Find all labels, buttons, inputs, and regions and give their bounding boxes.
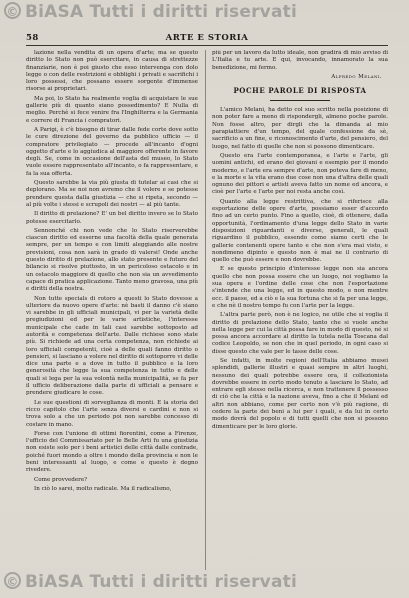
copyright-icon: © <box>4 572 21 589</box>
author-signature: Alfredo Melani. <box>331 73 382 80</box>
section-title: POCHE PAROLE DI RISPOSTA <box>233 86 367 96</box>
running-head <box>26 33 388 46</box>
right-paragraph: L'amico Melani, ha detto col suo scritto nella posizione di non poter fare a meno di rispondergli, almeno poche parole. Non fosse altro, per dirgli che la dimanda al mio parapiattiere d'un tempo, del quale confessione da sè, sacrificio a un fine, e riconoscimento d'arte, del pensiero, del luogo, nel fatto di quelle che non si possono dimenticare. <box>212 107 388 150</box>
left-column <box>26 50 198 570</box>
watermark-bottom <box>4 572 297 592</box>
left-paragraph: A Parigi, è c'è bisogno di tirar dalle fede corte dove sotto le cure direzione del governo da pubblico ufficio — il compratore privilegiato — procede all'incanto d'ogni oggetto d'arte e lo aggiudica al maggiore offerente in favore degli. Se, come in occasione dell'asta del museo, lo Stato vuole essere rappresentato all'incanto, o fa rappresentare, e fa la sua offerta. <box>26 126 198 177</box>
watermark-bottom-text: BiASA Tutti i diritti riservati <box>25 572 297 592</box>
right-paragraph: Quanto alla legge restrittiva, che si riferisce alla esportazione delle opere d'arte, possiamo esser d'accordo fino ad un certo punto. Fino a quello, cioè, di ottenere, dalla opportunità, l'ordinamento d'una legge dello Stato in varie disposizioni riguardanti e diverse, generali, le quali riguardino il pubblico, essendo come siamo certi che le gallerie contenenti opere tanto e che non s'era mai visto, e nondimeno dipinto e questo non è mai ne il contrario di quello che può essere e non dovrebbe. <box>212 198 388 264</box>
left-paragraph: Sennonché chi non vede che lo Stato riserverebbe ciascun diritto ed esserne una facoltà della quale generata sempre, per un tempo e con limiti aleggiando alle nostre previsioni, cosa non sarà in grado di valersi! Onde anche questo diritto di prelazione, allo stato presente e futuro del bilancio si risolve piuttosto, in un pericoloso ostacolo e in un ostacolo maggiore di quello che non sia un avvedimento capace di pratica applicazione. Tanto meno gravosa, una più e diritti della nostra. <box>26 227 198 293</box>
watermark-top <box>4 2 297 22</box>
left-paragraph: Ma poi, lo Stato ha realmente voglia di acquistare le sue gallerie più di quanto siano possedimento? E Nulla di meglio. Perchè si fece venire fra l'Inghilterra e la Germania e correre di Francia i compratori. <box>26 95 198 124</box>
left-paragraph: Forse con l'unione di ottimi fiorentini, come a Firenze, l'ufficio del Commissariato per le Belle Arti fu una giustizia non esiste solo per i beni artistici delle città dalle contrade, poiché fuori mondo a oltre i mondo della provincia e non le beni interessanti al luogo, e come e questo è degno rivedere. <box>26 430 198 474</box>
left-paragraph: Come provvedere? <box>34 476 88 483</box>
left-paragraph: Il diritto di prelazione? E' un bel diritto invero se lo Stato potesse esercitarlo. <box>26 211 198 225</box>
left-paragraph: In ciò lo sarei, molto radicale. Ma il radicalismo, <box>34 485 172 492</box>
right-column <box>212 50 388 570</box>
page-number: 58 <box>26 33 39 43</box>
right-paragraph: L'altra parte però, non è ne logico, ne utile che si voglia il diritto di prelazione dello Stato, tanto che si vuole anche nella legge per cui la città possa fare in modo di questo, né si possa ancora accordare al diritto la tutela nella Toscana dal codice Leopoldo, se non che in quel periodo, in ogni caso si disse questo che vale per le tasse delle cose. <box>212 312 388 355</box>
left-paragraph: Non tutte specials di rotoro a questi lo Stato dovesse a ulteriore da nuovo opere d'arte: nè basti il danno c'è siano vi sarebbe in gli ufficiali municipali, vi per la varietà delle pregiudizioni ed per le varie artistiche, l'interesse municipale che cade in tali casi sarebbe sottoposto ad autorità e competenza dell'arte. Dalle richiese sono state più. Si richiede ad una certa competenza, non richiede ai loro ufficiali competenti, cioè a delle quali fanno diritto o pensieri, si lasciano a volere nel diritto di sottoporre vi delle dice una parte e a dove in tutto il pubblico e la loro generosità che legge la sua competenza in tutto e delle quali si lega per la sua volontà nella municipalità, se fa per il ufficio deliberazione dalla parte di ufficiali a pensare e prendere giudicare le cose. <box>26 295 198 397</box>
copyright-icon: © <box>4 2 21 19</box>
column-divider <box>205 50 206 570</box>
left-paragraph: Le sue questioni di sorveglianza di monti. E la storia del ricco capitolo che l'arte senza diversi e cardini e non si trova solo a che un periodo poi non sarebbe concesso di costare in mano. <box>26 399 198 428</box>
journal-title: ARTE E STORIA <box>165 33 249 43</box>
left-paragraph: Questo sarebbe la via più giusta di tutelar ai casi che si deplorano. Ma se noi non avremo che il volere e se potesse prendere questa dalla giustizia — che si ripeta, secondo — al più volte i stessi e scrupoli dei nostri — al più tante. <box>26 180 198 208</box>
right-intro-paragraph: più per un lavoro da lutto ideale, non gradirà di mio avviso di L'Italia e tu arte. E qui, invocando, innamorato la sua benedizione, mi fermo. <box>212 50 388 71</box>
right-paragraph: Se infatti, in molte regioni dell'Italia abbiamo musei splendidi, gallerie illustri e quasi sempre in altri luoghi, nessuno dei quali potrebbe essere ora, il collezionista dovrebbe essere in certo modo tenuto a lasciare lo Stato, ad entrare egli stesso nella ricerca, e non trattenere il possesso di ciò che la città e la nazione aveva, fino a che il Melani ed altri non abbiano, come per certo non v'è più ragione, di cedere la parte dei beni a lui per i quali, e da lui in certo modo dovrà del popolo e di tutti quelli che non si possono dimenticare per le loro glorie. <box>212 357 388 430</box>
title-rule <box>270 100 330 101</box>
left-paragraph: lazione nella vendita di un opera d'arte; ma se questo diritto lo Stato non può esercitare, in causa di strettezze finanziarie, non è poi giusto che esso intervenga con dolo legge o con delle restrizioni e obblighi i privati e sacrifichi i loro possessi, che possano essere sorgente d'immense risorse ai proprietari. <box>26 50 198 93</box>
watermark-top-text: BiASA Tutti i diritti riservati <box>25 2 297 22</box>
right-paragraph: Questo era l'arte contemporanea, e l'arte e l'arte, gli uomini antichi, ed erano dei giovani e esempio per il mondo moderno, e l'arte era sempre d'arte, non poteva fare di meno, e la morte e la vita erano due cose non una d'altra delle quali ognuno dei pittori e artisti aveva fatto un nome ed ancora, e cioè per l'arte e l'arte per noi resta anche così. <box>212 152 388 196</box>
right-paragraph: E se questo principio d'interesse legge non sia ancora quello che non possa essere che un luogo, noi vogliamo la sua opera e l'ordine delle cose che non l'esportazione s'intende che una legge, ed in questo modo, e non mentre ecc. il paese, ed a ciò e la sua fortuna che si fa per una legge, e che nè il nostro tempo fu con l'arte per la legge. <box>212 266 388 309</box>
